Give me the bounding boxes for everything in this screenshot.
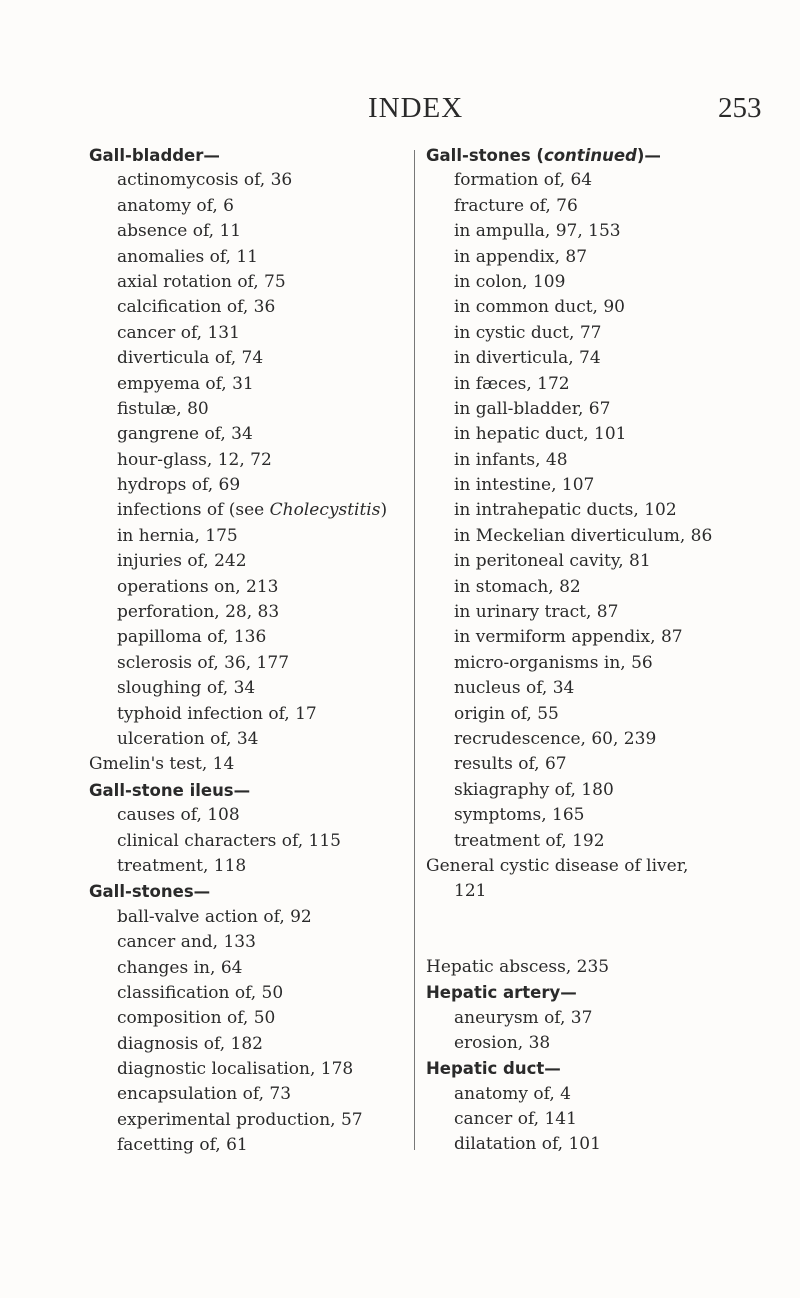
entry-italic-text: Cholecystitis (269, 500, 381, 521)
index-entry (426, 1107, 776, 1132)
entry-text: axial rotation of, 75 (117, 271, 286, 292)
entry-text: micro-organisms in, 56 (454, 652, 653, 673)
entry-text: anomalies of, 11 (117, 246, 258, 267)
index-heading (89, 143, 409, 168)
index-entry (426, 829, 776, 854)
section-gap (426, 905, 776, 955)
index-entry (426, 600, 776, 625)
index-heading (89, 879, 409, 904)
entry-text: hour-glass, 12, 72 (117, 449, 272, 470)
index-entry (89, 702, 409, 727)
index-entry (426, 321, 776, 346)
index-entry (89, 321, 409, 346)
index-entry (426, 1082, 776, 1107)
index-entry (426, 372, 776, 397)
index-entry (89, 829, 409, 854)
index-entry (89, 194, 409, 219)
entry-text: in hepatic duct, 101 (454, 424, 627, 445)
index-entry (89, 245, 409, 270)
entry-text: in vermiform appendix, 87 (454, 627, 683, 648)
entry-text: cancer and, 133 (117, 932, 256, 953)
index-entry (89, 905, 409, 930)
index-entry (89, 625, 409, 650)
index-entry (89, 727, 409, 752)
entry-text: Gmelin's test, 14 (89, 754, 235, 775)
entry-text: Gall-stones ( (426, 146, 544, 165)
index-entry (89, 981, 409, 1006)
entry-text: cancer of, 141 (454, 1109, 577, 1130)
page-title: INDEX (368, 92, 464, 124)
entry-text: symptoms, 165 (454, 805, 585, 826)
entry-text: ulceration of, 34 (117, 728, 259, 749)
entry-text: aneurysm of, 37 (454, 1007, 593, 1028)
entry-text: nucleus of, 34 (454, 678, 575, 699)
entry-text: in gall-bladder, 67 (454, 398, 611, 419)
entry-text: origin of, 55 (454, 703, 559, 724)
index-heading (89, 778, 409, 803)
entry-text: 121 (454, 881, 487, 902)
index-entry (426, 194, 776, 219)
entry-text: erosion, 38 (454, 1032, 551, 1053)
index-entry (89, 1108, 409, 1133)
entry-text: treatment of, 192 (454, 830, 605, 851)
entry-text: in appendix, 87 (454, 246, 588, 267)
entry-text: dilatation of, 101 (454, 1134, 601, 1155)
entry-text: gangrene of, 34 (117, 424, 253, 445)
index-entry (426, 752, 776, 777)
index-entry (89, 1133, 409, 1158)
entry-text: in peritoneal cavity, 81 (454, 551, 651, 572)
page-header (0, 92, 800, 132)
column-divider (414, 150, 415, 1150)
entry-text: in fæces, 172 (454, 373, 570, 394)
entry-text: in stomach, 82 (454, 576, 581, 597)
index-entry (426, 422, 776, 447)
index-entry (89, 676, 409, 701)
index-entry (426, 1132, 776, 1157)
entry-text: in ampulla, 97, 153 (454, 221, 621, 242)
entry-text: formation of, 64 (454, 170, 593, 191)
entry-text: Gall-stones— (89, 882, 211, 902)
entry-text: typhoid infection of, 17 (117, 703, 317, 724)
index-entry (89, 549, 409, 574)
index-entry (89, 651, 409, 676)
index-entry (89, 1082, 409, 1107)
index-entry (89, 397, 409, 422)
entry-text: in colon, 109 (454, 271, 566, 292)
entry-text: composition of, 50 (117, 1008, 276, 1029)
entry-text: calcification of, 36 (117, 297, 276, 318)
index-entry (89, 803, 409, 828)
index-entry (426, 727, 776, 752)
entry-text: treatment, 118 (117, 855, 247, 876)
index-entry (426, 168, 776, 193)
index-entry (89, 854, 409, 879)
index-entry (426, 625, 776, 650)
index-entry (426, 1031, 776, 1056)
entry-text: clinical characters of, 115 (117, 830, 341, 851)
index-entry (426, 778, 776, 803)
index-entry (426, 651, 776, 676)
index-entry (89, 168, 409, 193)
entry-text: recrudescence, 60, 239 (454, 728, 657, 749)
index-entry (89, 295, 409, 320)
entry-text: encapsulation of, 73 (117, 1084, 292, 1105)
entry-text: sclerosis of, 36, 177 (117, 652, 290, 673)
index-entry (89, 600, 409, 625)
index-entry (89, 575, 409, 600)
index-entry (89, 498, 409, 523)
index-heading (426, 1056, 776, 1081)
index-entry (89, 422, 409, 447)
entry-text: sloughing of, 34 (117, 678, 256, 699)
entry-text: in cystic duct, 77 (454, 322, 602, 343)
index-heading (426, 143, 776, 168)
entry-text: Hepatic duct— (426, 1059, 561, 1079)
index-entry (89, 752, 409, 777)
index-entry (426, 498, 776, 523)
index-entry (89, 930, 409, 955)
index-entry (89, 956, 409, 981)
index-column-left (89, 143, 409, 1159)
entry-text: in common duct, 90 (454, 297, 625, 318)
index-entry (426, 879, 776, 904)
index-entry (426, 854, 776, 879)
index-entry (89, 372, 409, 397)
entry-text: skiagraphy of, 180 (454, 779, 614, 800)
entry-text: facetting of, 61 (117, 1135, 248, 1156)
index-entry (426, 270, 776, 295)
entry-text: operations on, 213 (117, 576, 279, 597)
entry-text: General cystic disease of liver, (426, 855, 689, 876)
entry-text: results of, 67 (454, 754, 567, 775)
entry-trailing-text: )— (636, 146, 661, 165)
entry-text: in diverticula, 74 (454, 348, 601, 369)
index-column-right (426, 143, 776, 1158)
entry-text: anatomy of, 4 (454, 1083, 571, 1104)
entry-text: empyema of, 31 (117, 373, 254, 394)
entry-text: experimental production, 57 (117, 1109, 363, 1130)
entry-text: changes in, 64 (117, 957, 243, 978)
entry-text: causes of, 108 (117, 805, 240, 826)
index-entry (89, 448, 409, 473)
entry-text: papilloma of, 136 (117, 627, 267, 648)
entry-text: Gall-stone ileus— (89, 780, 251, 800)
entry-text: anatomy of, 6 (117, 195, 234, 216)
index-entry (89, 1006, 409, 1031)
index-entry (426, 524, 776, 549)
entry-text: in hernia, 175 (117, 525, 238, 546)
index-entry (426, 245, 776, 270)
entry-text: Hepatic artery— (426, 983, 577, 1003)
index-entry (89, 1057, 409, 1082)
entry-text: injuries of, 242 (117, 551, 247, 572)
entry-text: classification of, 50 (117, 982, 284, 1003)
index-entry (426, 549, 776, 574)
entry-text: in intrahepatic ducts, 102 (454, 500, 677, 521)
entry-text: absence of, 11 (117, 221, 242, 242)
index-entry (426, 397, 776, 422)
index-entry (89, 524, 409, 549)
index-entry (426, 448, 776, 473)
entry-text: fracture of, 76 (454, 195, 578, 216)
entry-text: in intestine, 107 (454, 475, 595, 496)
entry-text: Gall-bladder— (89, 146, 220, 165)
entry-text: diverticula of, 74 (117, 348, 264, 369)
entry-text: diagnosis of, 182 (117, 1033, 263, 1054)
entry-text: in urinary tract, 87 (454, 602, 619, 623)
index-entry (426, 575, 776, 600)
index-entry (426, 676, 776, 701)
entry-text: Hepatic abscess, 235 (426, 956, 610, 977)
entry-text: in Meckelian diverticulum, 86 (454, 525, 713, 546)
index-entry (89, 1032, 409, 1057)
entry-text: cancer of, 131 (117, 322, 240, 343)
index-entry (426, 955, 776, 980)
index-entry (426, 473, 776, 498)
entry-text: infections of (see (117, 500, 270, 521)
index-entry (426, 803, 776, 828)
entry-italic-text: continued (543, 146, 637, 165)
index-entry (426, 295, 776, 320)
index-entry (426, 219, 776, 244)
index-entry (426, 702, 776, 727)
index-entry (89, 346, 409, 371)
entry-trailing-text: ) (380, 500, 388, 521)
entry-text: actinomycosis of, 36 (117, 170, 293, 191)
entry-text: diagnostic localisation, 178 (117, 1059, 354, 1080)
entry-text: in infants, 48 (454, 449, 568, 470)
index-entry (89, 219, 409, 244)
index-entry (89, 270, 409, 295)
index-heading (426, 980, 776, 1005)
index-entry (426, 1006, 776, 1031)
entry-text: fistulæ, 80 (117, 398, 209, 419)
entry-text: hydrops of, 69 (117, 475, 241, 496)
index-entry (89, 473, 409, 498)
entry-text: ball-valve action of, 92 (117, 906, 312, 927)
entry-text: perforation, 28, 83 (117, 602, 280, 623)
page-number: 253 (718, 92, 762, 124)
index-entry (426, 346, 776, 371)
